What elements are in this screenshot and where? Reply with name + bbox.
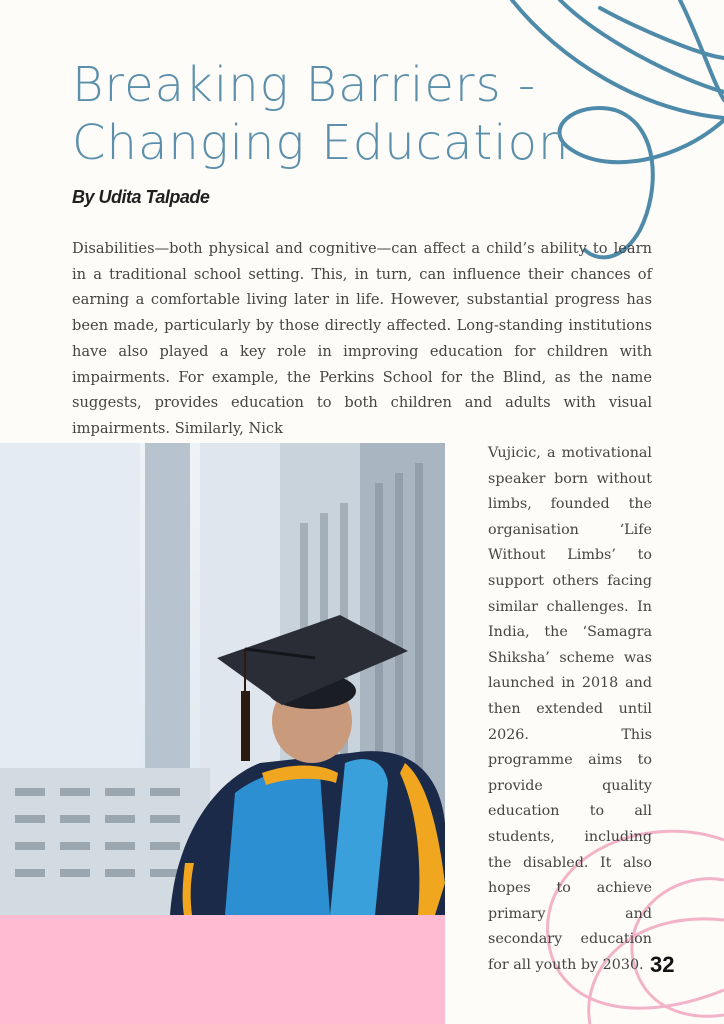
pink-accent-block xyxy=(0,915,445,1024)
author-byline: By Udita Talpade xyxy=(72,187,210,207)
graduate-photo xyxy=(0,443,445,915)
title-line-1: Breaking Barriers - xyxy=(72,57,537,113)
title-line-2: Changing Education xyxy=(72,115,570,171)
body-paragraph-1: Disabilities—both physical and cognitive—can affect a child’s ability to learn in a traditional school setting. This, in turn, can influence their chances of earning a comfortable living later in life. However, substantial progress has been made, particularly by those directly affected. Long-standing institutions have also played a key role in improving education for children with impairments. For example, the Perkins School for the Blind, as the name suggests, provides education to both children and adults with visual impairments. Similarly, Nick xyxy=(72,240,652,437)
page-number: 32 xyxy=(650,952,675,977)
body-paragraph-2: Vujicic, a motivational speaker born without limbs, founded the organisation ‘Life Without Limbs’ to support others facing similar challenges. In India, the ‘Samagra Shiksha’ scheme was launched in 2018 and then extended until 2026. This programme aims to provide quality education to all students, including the disabled. It also hopes to achieve primary and secondary education for all youth by 2030. xyxy=(488,445,652,973)
article-title xyxy=(72,56,569,172)
